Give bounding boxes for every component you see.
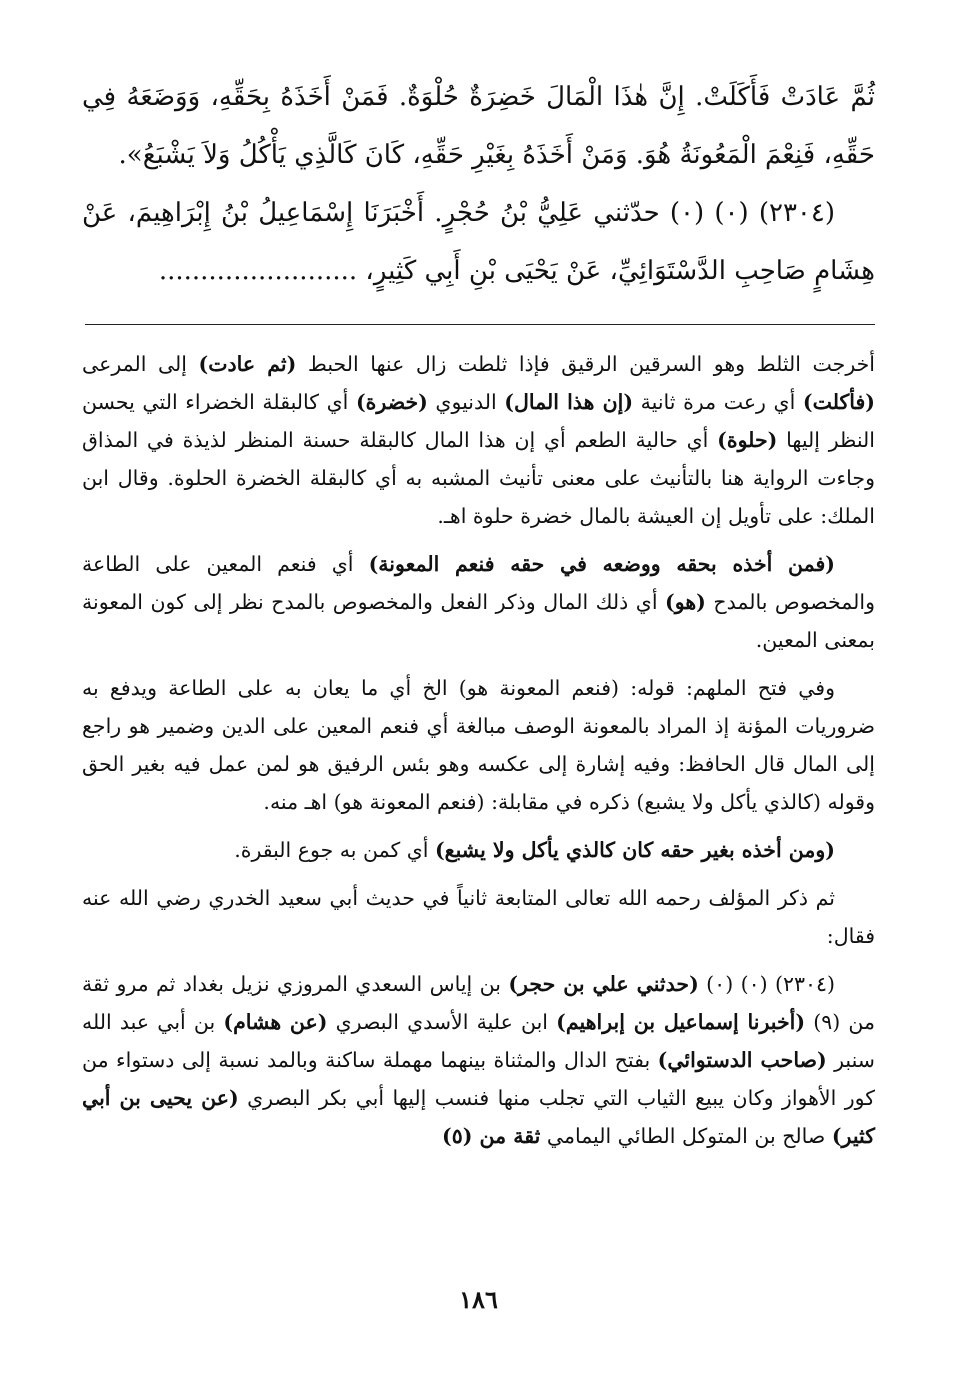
text-run: إلى المرعى [82, 352, 199, 376]
text-run: الدنيوي [427, 390, 505, 414]
commentary-paragraph [82, 345, 875, 535]
commentary-paragraph [82, 965, 875, 1155]
text-run: أي حالية الطعم أي إن هذا المال كالبقلة حسنة المنظر لذيذة في المذاق وجاءت الرواية هنا بالتأنيث على معنى تأنيث المشبه به أي كالبقلة الخضرة الحلوة. وقال ابن الملك: على تأويل إن العيشة بالمال خضرة حلوة اهـ. [82, 428, 875, 528]
hadith-text-block [82, 68, 875, 300]
text-run: أي كمن به جوع البقرة. [234, 838, 435, 862]
text-run: (٢٣٠٤) (٠) (٠) [698, 972, 836, 996]
text-run: أي رعت مرة ثانية [633, 390, 803, 414]
hadith-paragraph: ثُمَّ عَادَتْ فَأَكَلَتْ. إِنَّ هٰذَا الْمَالَ خَضِرَةٌ حُلْوَةٌ. فَمَنْ أَخَذَهُ بِحَقِّهِ، وَوَضَعَهُ فِي حَقِّهِ، فَنِعْمَ الْمَعُونَةُ هُوَ. وَمَنْ أَخَذَهُ بِغَيْرِ حَقِّهِ، كَانَ كَالَّذِي يَأْكُلُ وَلاَ يَشْبَعُ». [82, 82, 875, 170]
bold-quoted-text: (فأكلت) [802, 390, 876, 414]
bold-quoted-text: (إن هذا المال) [504, 390, 634, 414]
text-run: أي فنعم المعين على الطاعة والمخصوص بالمدح [82, 552, 875, 614]
text-run: صالح بن المتوكل الطائي اليمامي [540, 1124, 832, 1148]
bold-quoted-text: (حدثني علي بن حجر) [508, 972, 699, 996]
bold-quoted-text: (عن يحيى بن أبي كثير) [82, 1086, 875, 1148]
text-run: أخرجت الثلط وهو السرقين الرقيق فإذا ثلطت زال عنها الحبط [296, 352, 875, 376]
footnote-separator-line [85, 324, 875, 325]
bold-quoted-text: (فمن أخذه بحقه ووضعه في حقه فنعم المعونة) [368, 552, 835, 576]
page-number: ١٨٦ [459, 1285, 498, 1314]
text-run: بفتح الدال والمثناة بينهما مهملة ساكنة وبالمد نسبة إلى دستواء من كور الأهواز وكان يبيع الثياب التي تجلب منها فنسب إليها أبي بكر البصري [82, 1048, 875, 1110]
text-run: ابن علية الأسدي البصري [327, 1010, 557, 1034]
bold-quoted-text: (خضرة) [355, 390, 428, 414]
bold-quoted-text: (هو) [665, 590, 706, 614]
bold-quoted-text: (صاحب الدستوائي) [657, 1048, 827, 1072]
bold-quoted-text: (عن هشام) [223, 1010, 328, 1034]
text-run: أي كالبقلة الخضراء التي يحسن النظر إليها [82, 390, 875, 452]
commentary-paragraph [82, 879, 875, 955]
bold-quoted-text: (ثم عادت) [198, 352, 297, 376]
text-run: بن إياس السعدي المروزي نزيل بغداد ثم مرو ثقة من (٩) [82, 972, 875, 1034]
commentary-paragraph [82, 545, 875, 659]
bold-quoted-text: (ومن أخذه بغير حقه كان كالذي يأكل ولا يشبع) [434, 838, 835, 862]
bold-quoted-text: (حلوة) [717, 428, 778, 452]
commentary-paragraph [82, 669, 875, 821]
text-run: أي ذلك المال وذكر الفعل والمخصوص بالمدح نظر إلى كون المعونة بمعنى المعين. [82, 590, 875, 652]
bold-quoted-text: (أخبرنا إسماعيل بن إبراهيم) [556, 1010, 806, 1034]
bold-quoted-text: ثقة من (٥) [442, 1124, 541, 1148]
hadith-chain-paragraph: (٢٣٠٤) (٠) (٠) حدّثني عَلِيُّ بْنُ حُجْرٍ. أَخْبَرَنَا إِسْمَاعِيلُ بْنُ إِبْرَاهِيمَ، عَنْ هِشَامٍ صَاحِبِ الدَّسْتَوَائِيِّ، عَنْ يَحْيَى بْنِ أَبِي كَثِيرٍ، ........................ [82, 198, 875, 286]
commentary-paragraph [82, 831, 875, 869]
text-run: بن أبي عبد الله سنبر [82, 1010, 875, 1072]
text-run: ثم ذكر المؤلف رحمه الله تعالى المتابعة ثانياً في حديث أبي سعيد الخدري رضي الله عنه فقال: [82, 886, 875, 948]
text-run: وفي فتح الملهم: قوله: (فنعم المعونة هو) الخ أي ما يعان به على الطاعة ويدفع به ضروريات المؤنة إذ المراد بالمعونة الوصف مبالغة أي فنعم المعين على الدين وضمير هو راجع إلى المال قال الحافظ: وفيه إشارة إلى عكسه وهو بئس الرفيق هو لمن عمل فيه بغير الحق وقوله (كالذي يأكل ولا يشبع) ذكره في مقابلة: (فنعم المعونة هو) اهـ منه. [82, 676, 875, 814]
commentary-block [82, 345, 875, 1155]
